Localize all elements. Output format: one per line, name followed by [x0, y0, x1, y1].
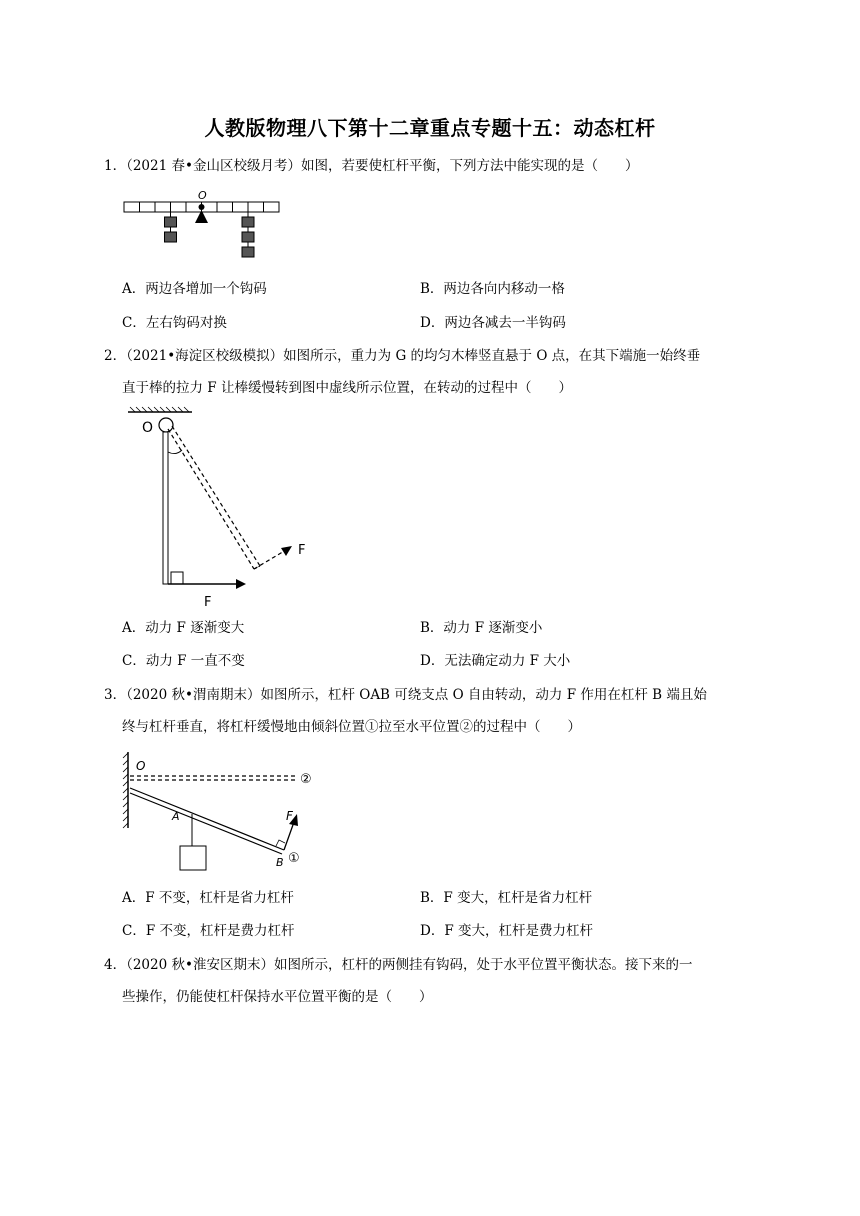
question-3-position-1-label: ① — [288, 851, 300, 866]
question-4-number: 4． — [104, 957, 127, 973]
question-3-pivot-label: O — [136, 759, 146, 773]
question-3-figure — [122, 748, 322, 878]
question-1-text — [104, 156, 638, 176]
question-3-point-b-label: B — [276, 856, 284, 869]
page-title: 人教版物理八下第十二章重点专题十五：动态杠杆 — [204, 116, 656, 140]
question-2-line-1: （2021•海淀区校级模拟）如图所示，重力为 G 的均匀木棒竖直悬于 O 点，在其下端施一始终垂 — [126, 348, 701, 364]
question-2-force-dashed-label: F — [298, 543, 306, 558]
question-3-number: 3． — [104, 687, 127, 703]
question-1-option-b: B．两边各向内移动一格 — [420, 281, 565, 297]
question-4-line-1: （2020 秋•淮安区期末）如图所示，杠杆的两侧挂有钩码，处于水平位置平衡状态。接下来的一 — [126, 957, 693, 973]
question-3-option-b: B．F 变大，杠杆是省力杠杆 — [420, 890, 593, 906]
question-2-line-2: 直于棒的拉力 F 让棒缓慢转到图中虚线所示位置，在转动的过程中（ ） — [122, 380, 572, 396]
question-2-option-a: A．动力 F 逐渐变大 — [122, 620, 245, 636]
question-2-number: 2． — [104, 348, 127, 364]
question-3-point-a-label: A — [172, 810, 180, 823]
question-2-option-c: C．动力 F 一直不变 — [122, 653, 245, 669]
question-3-line-1: （2020 秋•渭南期末）如图所示，杠杆 OAB 可绕支点 O 自由转动，动力 F 作用在杠杆 B 端且始 — [126, 687, 707, 703]
question-1-option-d: D．两边各减去一半钩码 — [420, 315, 566, 331]
question-3-position-2-label: ② — [300, 772, 312, 787]
question-1-number: 1． — [104, 158, 127, 174]
question-4-text — [104, 955, 692, 975]
question-2-force-bottom-label: F — [204, 595, 212, 610]
question-2-option-b: B．动力 F 逐渐变小 — [420, 620, 543, 636]
question-1-pivot-label: O — [198, 189, 207, 202]
question-2-pivot-label: O — [142, 420, 154, 436]
question-1-figure — [120, 186, 285, 266]
question-3-text — [104, 685, 707, 705]
question-3-option-a: A．F 不变，杠杆是省力杠杆 — [122, 890, 294, 906]
question-1-line-1: （2021 春•金山区校级月考）如图，若要使杠杆平衡，下列方法中能实现的是（ ） — [126, 158, 639, 174]
question-3-option-c: C．F 不变，杠杆是费力杠杆 — [122, 923, 295, 939]
question-2-text — [104, 346, 700, 366]
question-3-force-label: F — [286, 809, 293, 823]
question-2-figure — [124, 406, 324, 611]
question-4-line-2: 些操作，仍能使杠杆保持水平位置平衡的是（ ） — [122, 989, 433, 1005]
question-3-line-2: 终与杠杆垂直，将杠杆缓慢地由倾斜位置①拉至水平位置②的过程中（ ） — [122, 719, 581, 735]
question-1-option-a: A．两边各增加一个钩码 — [122, 281, 267, 297]
question-3-option-d: D．F 变大，杠杆是费力杠杆 — [420, 923, 593, 939]
question-2-option-d: D．无法确定动力 F 大小 — [420, 653, 571, 669]
question-1-option-c: C．左右钩码对换 — [122, 315, 227, 331]
